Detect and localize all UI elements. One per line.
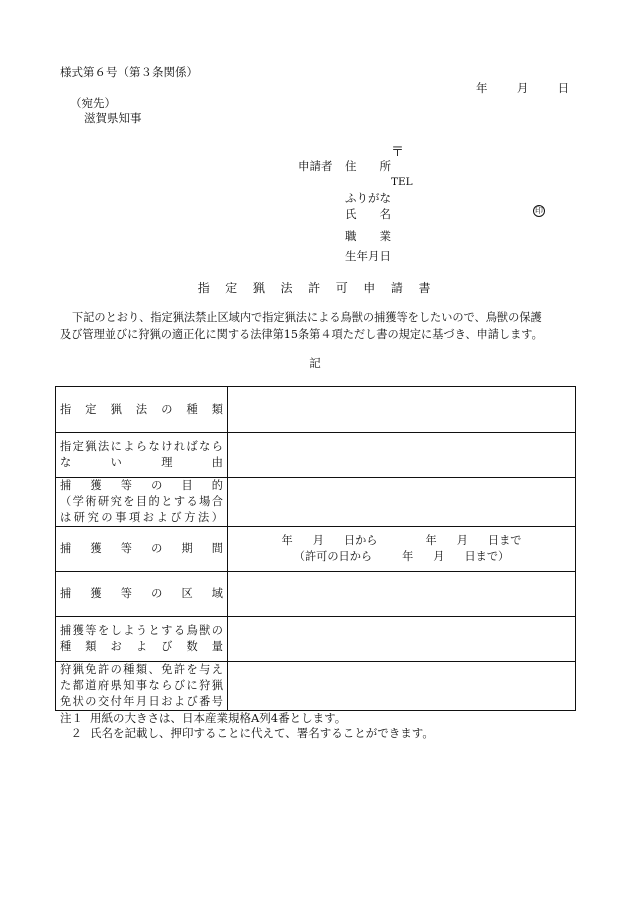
row-label (56, 572, 228, 617)
table-row (56, 433, 576, 478)
date-day: 日 (557, 81, 570, 95)
period-until: 日まで） (464, 550, 510, 563)
row-label-line: た都道府県知事ならびに狩猟 (60, 679, 223, 692)
period-year: 年 (281, 534, 293, 547)
date-year: 年 (476, 81, 488, 95)
row-label-line: 捕獲等の目的 (60, 479, 223, 492)
birthdate-label: 生年月日 (345, 249, 391, 263)
row-label-line: 種類および数量 (60, 640, 223, 653)
period-until: 日まで (487, 534, 522, 547)
period-line-2 (232, 549, 571, 565)
table-row (56, 478, 576, 527)
tel-label: TEL (391, 176, 413, 188)
addressee-name: 滋賀県知事 (84, 111, 142, 125)
row-label (56, 527, 228, 572)
note-2-number: ２ (70, 726, 82, 740)
row-label-line: 指定猟法によらなければなら (60, 440, 223, 453)
addressee-prefix: （宛先） (70, 96, 116, 110)
form-number: 様式第６号（第３条関係） (60, 65, 198, 79)
row-label-line: は研究の事項および方法） (60, 511, 223, 524)
date-line (476, 82, 569, 96)
furigana-label: ふりがな (345, 191, 391, 205)
period-permit-from: （許可の日から (293, 550, 373, 563)
seal-mark: 印 (535, 206, 543, 216)
table-row (56, 617, 576, 662)
row-label (56, 617, 228, 662)
row-label-line: 捕獲等の期間 (60, 542, 223, 555)
note-2 (60, 727, 434, 741)
row-label-line: 捕獲等をしようとする鳥獣の (60, 624, 223, 637)
period-line-1 (232, 533, 571, 549)
period-year: 年 (402, 550, 414, 563)
occupation-label: 職 業 (345, 229, 391, 243)
body-paragraph (60, 309, 580, 343)
note-1-number: 注１ (60, 711, 83, 725)
body-line-1: 下記のとおり、指定猟法禁止区域内で指定猟法による鳥獣の捕獲等をしたいので、鳥獣の保護 (72, 311, 542, 324)
period-month: 月 (433, 550, 445, 563)
row-label (56, 387, 228, 433)
name-label: 氏 名 (345, 207, 391, 221)
row-label (56, 478, 228, 527)
period-month: 月 (312, 534, 324, 547)
table-row (56, 572, 576, 617)
period-year: 年 (425, 534, 437, 547)
row-label-line: 狩猟免許の種類、免許を与え (60, 663, 223, 676)
row-label-line: 免状の交付年月日および番号 (60, 695, 223, 708)
document-title: 指 定 猟 法 許 可 申 請 書 (197, 281, 433, 295)
period-month: 月 (456, 534, 468, 547)
note-2-text: 氏名を記載し、押印することに代えて、署名することができます。 (90, 726, 434, 740)
row-label-line: 捕獲等の区域 (60, 587, 223, 600)
row-label-line: （学術研究を目的とする場合 (60, 495, 223, 508)
row-label (56, 433, 228, 478)
table-row (56, 527, 576, 572)
field-cell-method-type[interactable] (228, 387, 576, 433)
address-label: 住 所 (345, 159, 391, 173)
body-line-2: 及び管理並びに狩猟の適正化に関する法律第15条第４項ただし書の規定に基づき、申請します。 (60, 328, 543, 341)
row-label (56, 662, 228, 711)
field-cell-reason[interactable] (228, 433, 576, 478)
field-cell-species-quantity[interactable] (228, 617, 576, 662)
note-1 (60, 712, 346, 726)
applicant-label: 申請者 (298, 159, 333, 173)
date-month: 月 (516, 81, 529, 95)
application-table (55, 386, 576, 711)
table-row (56, 662, 576, 711)
period-from: 日から (343, 534, 378, 547)
note-1-text: 用紙の大きさは、日本産業規格A列4番とします。 (90, 711, 347, 725)
field-cell-area[interactable] (228, 572, 576, 617)
row-label-line: 指定猟法の種類 (60, 402, 223, 416)
ki-heading: 記 (309, 356, 321, 370)
field-cell-period[interactable] (228, 527, 576, 572)
field-cell-license-info[interactable] (228, 662, 576, 711)
postal-mark: 〒 (391, 145, 405, 160)
row-label-line: ない理由 (60, 456, 223, 469)
table-row (56, 387, 576, 433)
field-cell-purpose[interactable] (228, 478, 576, 527)
